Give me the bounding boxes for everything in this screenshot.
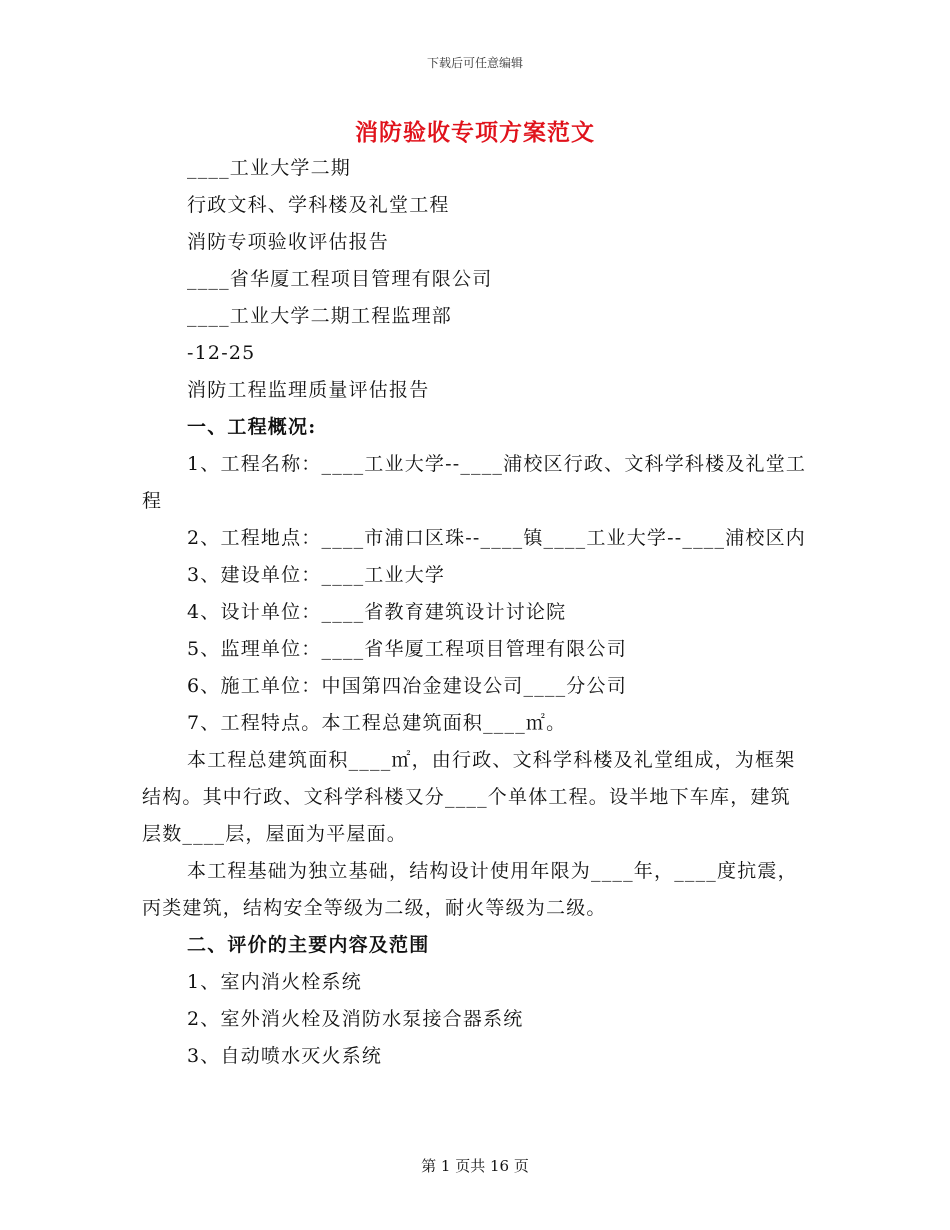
overview-paragraph: 本工程基础为独立基础，结构设计使用年限为____年，____度抗震，丙类建筑，结构安全等级为二级，耐火等级为二级。: [142, 860, 798, 919]
cover-date: -12-25: [187, 342, 256, 364]
section-heading-scope: 二、评价的主要内容及范围: [187, 934, 430, 956]
page-number: 第 1 页共 16 页: [421, 1157, 529, 1175]
cover-line: ____工业大学二期工程监理部: [187, 305, 453, 327]
overview-item: 7、工程特点。本工程总建筑面积____㎡。: [187, 712, 567, 734]
overview-item: 3、建设单位：____工业大学: [187, 564, 446, 586]
cover-line: 消防专项验收评估报告: [187, 231, 390, 253]
cover-line: ____工业大学二期: [187, 157, 352, 179]
scope-item: 1、室内消火栓系统: [187, 971, 362, 993]
document-title: 消防验收专项方案范文: [355, 119, 595, 146]
overview-item: 1、工程名称：____工业大学--____浦校区行政、文科学科楼及礼堂工程: [142, 453, 807, 512]
overview-item: 6、施工单位：中国第四冶金建设公司____分公司: [187, 675, 627, 697]
overview-item: 2、工程地点：____市浦口区珠--____镇____工业大学--____浦校区内: [187, 527, 806, 549]
overview-item: 5、监理单位：____省华厦工程项目管理有限公司: [187, 638, 627, 660]
header-note: 下载后可任意编辑: [426, 56, 523, 70]
section-heading-overview: 一、工程概况:: [187, 416, 317, 438]
scope-item: 3、自动喷水灭火系统: [187, 1045, 383, 1067]
cover-line: ____省华厦工程项目管理有限公司: [187, 268, 493, 290]
scope-item: 2、室外消火栓及消防水泵接合器系统: [187, 1008, 524, 1030]
document-body: [142, 150, 810, 1075]
cover-line: 消防工程监理质量评估报告: [187, 379, 430, 401]
cover-line: 行政文科、学科楼及礼堂工程: [187, 194, 450, 216]
overview-item: 4、设计单位：____省教育建筑设计讨论院: [187, 601, 567, 623]
overview-paragraph: 本工程总建筑面积____㎡，由行政、文科学科楼及礼堂组成，为框架结构。其中行政、文科学科楼又分____个单体工程。设半地下车库，建筑层数____层，屋面为平屋面。: [142, 749, 796, 845]
